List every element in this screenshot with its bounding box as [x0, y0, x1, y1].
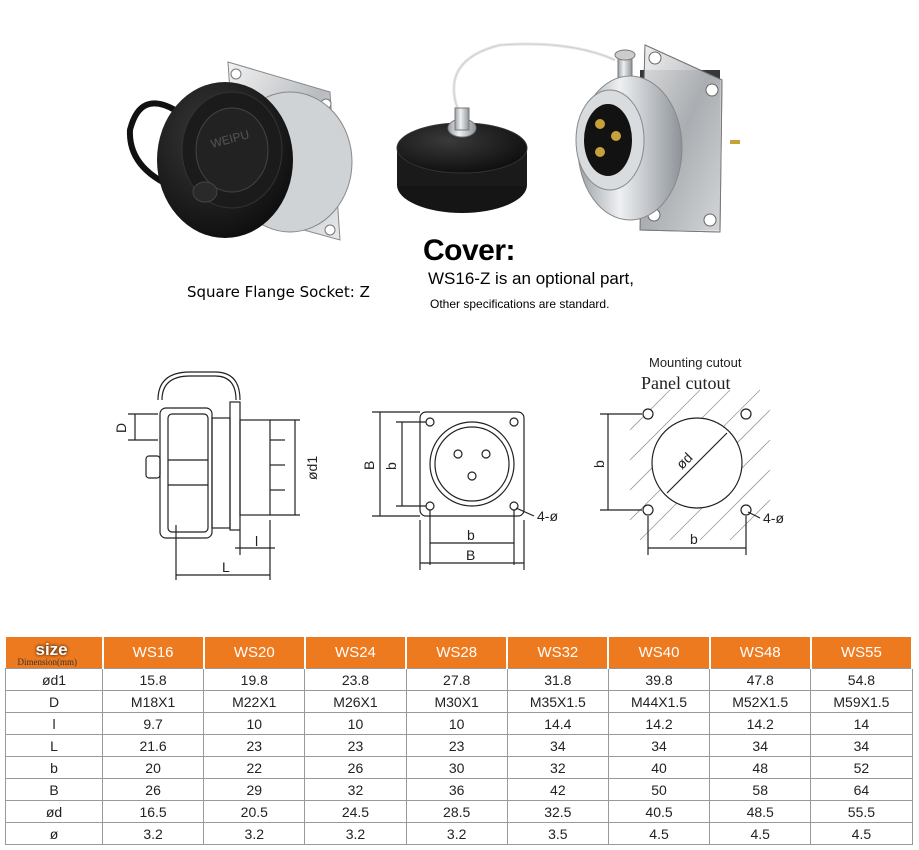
- cover-optional-note: WS16-Z is an optional part,: [428, 269, 634, 288]
- table-cell: 14.2: [608, 713, 709, 735]
- row-label: ød1: [6, 669, 103, 691]
- row-label: ø: [6, 823, 103, 845]
- table-cell: 34: [811, 735, 912, 757]
- table-cell: 26: [103, 779, 204, 801]
- column-header: WS24: [305, 637, 406, 669]
- column-header: WS40: [608, 637, 709, 669]
- table-cell: 14: [811, 713, 912, 735]
- table-cell: 58: [710, 779, 811, 801]
- table-cell: M26X1: [305, 691, 406, 713]
- table-cell: 10: [204, 713, 305, 735]
- front-dim-b-vertical: b: [383, 462, 399, 470]
- table-cell: 20.5: [204, 801, 305, 823]
- column-header: WS20: [204, 637, 305, 669]
- table-cell: 26: [305, 757, 406, 779]
- table-cell: 42: [507, 779, 608, 801]
- table-cell: 14.4: [507, 713, 608, 735]
- cutout-hole-label: 4-ø: [763, 510, 784, 526]
- table-header-row: [6, 637, 913, 669]
- row-label: l: [6, 713, 103, 735]
- table-cell: 3.5: [507, 823, 608, 845]
- left-product-caption: Square Flange Socket: Z: [187, 283, 370, 301]
- product-photos: [0, 0, 919, 330]
- table-cell: M18X1: [103, 691, 204, 713]
- size-label: size: [35, 640, 68, 659]
- side-view-drawing: [128, 372, 300, 580]
- table-cell: 23: [406, 735, 507, 757]
- table-cell: 28.5: [406, 801, 507, 823]
- table-cell: M22X1: [204, 691, 305, 713]
- table-cell: 20: [103, 757, 204, 779]
- table-cell: 50: [608, 779, 709, 801]
- table-cell: 47.8: [710, 669, 811, 691]
- cutout-dim-d: ød: [672, 449, 696, 473]
- row-label: B: [6, 779, 103, 801]
- table-cell: 3.2: [204, 823, 305, 845]
- table-cell: 40.5: [608, 801, 709, 823]
- table-row: [6, 691, 913, 713]
- front-dim-B: B: [361, 460, 377, 470]
- table-cell: M35X1.5: [507, 691, 608, 713]
- cutout-dim-b-vertical: b: [591, 460, 607, 468]
- table-cell: M52X1.5: [710, 691, 811, 713]
- column-header: WS32: [507, 637, 608, 669]
- cover-title: Cover:: [423, 234, 516, 267]
- row-label: D: [6, 691, 103, 713]
- table-cell: 10: [406, 713, 507, 735]
- table-cell: 16.5: [103, 801, 204, 823]
- table-cell: M59X1.5: [811, 691, 912, 713]
- front-view-drawing: [372, 412, 534, 570]
- table-cell: 52: [811, 757, 912, 779]
- row-label: b: [6, 757, 103, 779]
- table-cell: 31.8: [507, 669, 608, 691]
- table-cell: 3.2: [103, 823, 204, 845]
- table-cell: 24.5: [305, 801, 406, 823]
- table-cell: 15.8: [103, 669, 204, 691]
- front-hole-label: 4-ø: [537, 508, 558, 524]
- table-cell: M30X1: [406, 691, 507, 713]
- mounting-cutout-title: Mounting cutout: [649, 355, 742, 370]
- row-label: ød: [6, 801, 103, 823]
- column-header: WS16: [103, 637, 204, 669]
- flange-socket-with-cap-photo: [130, 62, 352, 240]
- table-cell: 19.8: [204, 669, 305, 691]
- table-cell: 9.7: [103, 713, 204, 735]
- panel-cutout-drawing: [600, 390, 770, 555]
- table-cell: 14.2: [710, 713, 811, 735]
- column-header: WS28: [406, 637, 507, 669]
- table-cell: 32: [305, 779, 406, 801]
- front-dim-b: b: [467, 527, 475, 543]
- table-cell: 3.2: [406, 823, 507, 845]
- table-cell: 4.5: [608, 823, 709, 845]
- column-header: WS55: [811, 637, 912, 669]
- panel-cutout-title: Panel cutout: [641, 373, 731, 393]
- table-cell: 32: [507, 757, 608, 779]
- side-dim-D: D: [113, 422, 129, 433]
- table-cell: 23.8: [305, 669, 406, 691]
- brand-mark: WEIPU: [209, 127, 251, 151]
- table-cell: 64: [811, 779, 912, 801]
- table-cell: 22: [204, 757, 305, 779]
- table-cell: 10: [305, 713, 406, 735]
- dimension-table: [5, 637, 913, 845]
- table-cell: 39.8: [608, 669, 709, 691]
- table-cell: 34: [507, 735, 608, 757]
- table-cell: M44X1.5: [608, 691, 709, 713]
- cover-standard-note: Other specifications are standard.: [430, 297, 610, 311]
- table-row: [6, 801, 913, 823]
- table-cell: 30: [406, 757, 507, 779]
- table-cell: 32.5: [507, 801, 608, 823]
- table-cell: 29: [204, 779, 305, 801]
- cutout-dim-b: b: [690, 531, 698, 547]
- table-cell: 34: [710, 735, 811, 757]
- table-cell: 55.5: [811, 801, 912, 823]
- product-photos-illustration: [0, 0, 919, 330]
- table-cell: 21.6: [103, 735, 204, 757]
- table-cell: 34: [608, 735, 709, 757]
- table-row: [6, 713, 913, 735]
- row-label: L: [6, 735, 103, 757]
- table-row: [6, 823, 913, 845]
- table-row: [6, 735, 913, 757]
- side-dim-L: L: [222, 559, 230, 575]
- table-cell: 48: [710, 757, 811, 779]
- table-cell: 23: [204, 735, 305, 757]
- table-cell: 54.8: [811, 669, 912, 691]
- side-dim-d1: ød1: [304, 455, 320, 480]
- side-dim-l: l: [255, 533, 259, 549]
- table-cell: 48.5: [710, 801, 811, 823]
- table-cell: 27.8: [406, 669, 507, 691]
- table-cell: 40: [608, 757, 709, 779]
- table-cell: 36: [406, 779, 507, 801]
- table-corner-cell: [6, 637, 103, 669]
- table-row: [6, 669, 913, 691]
- square-flange-socket-photo: [576, 45, 740, 232]
- table-cell: 4.5: [811, 823, 912, 845]
- table-row: [6, 757, 913, 779]
- table-row: [6, 779, 913, 801]
- table-cell: 3.2: [305, 823, 406, 845]
- dimension-unit-label: Dimension(mm): [17, 657, 77, 667]
- table-cell: 4.5: [710, 823, 811, 845]
- front-dim-B-horizontal: B: [466, 547, 476, 563]
- table-body: [6, 669, 913, 845]
- table-cell: 23: [305, 735, 406, 757]
- column-header: WS48: [710, 637, 811, 669]
- technical-drawings: [0, 330, 919, 595]
